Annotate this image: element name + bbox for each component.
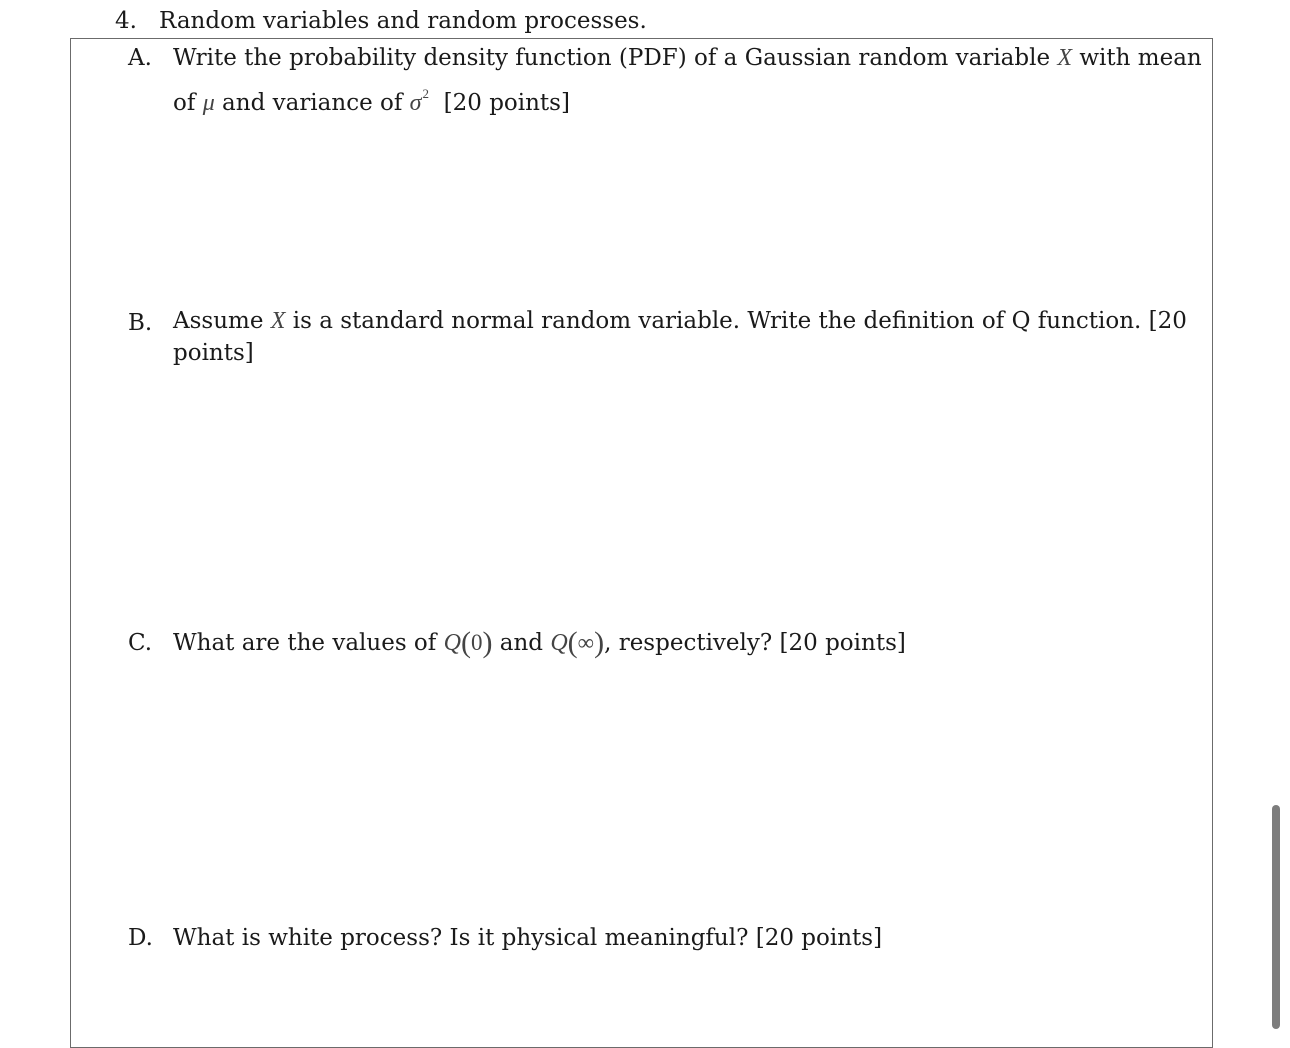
math-exponent: 2 (422, 86, 430, 101)
question-text: What are the values of Q(0) and Q(∞), respectively? [20 points] (173, 626, 906, 659)
question-label: C. (128, 630, 153, 656)
answer-box (70, 38, 1213, 1048)
math-var-sigma: σ (409, 90, 422, 116)
question-b (128, 305, 1208, 369)
question-label: B. (128, 310, 153, 336)
points: [20 points] (755, 925, 883, 951)
points: [20 points] (173, 308, 1187, 366)
math-q-symbol: Q (443, 630, 461, 656)
question-label: A. (128, 45, 152, 71)
question-text: What is white process? Is it physical meaningful? [20 points] (173, 925, 883, 951)
math-arg-zero: 0 (470, 630, 483, 655)
question-d (128, 920, 1208, 956)
math-arg-infinity: ∞ (577, 630, 595, 655)
section-heading (115, 5, 647, 37)
math-var-x: X (270, 308, 286, 334)
vertical-scrollbar[interactable] (1272, 805, 1280, 1029)
question-c (128, 625, 1208, 661)
question-a (128, 40, 1208, 121)
question-text: Assume X is a standard normal random variable. Write the definition of Q function. [20 points] (173, 308, 1187, 366)
points: [20 points] (443, 90, 570, 116)
question-text: Write the probability density function (PDF) of a Gaussian random variable X with mean of μ and variance of $\sigma^2$ [20 points] (173, 45, 1202, 116)
section-title: Random variables and random processes. (159, 8, 647, 34)
math-var-x: X (1057, 45, 1073, 71)
math-q-symbol: Q (550, 630, 568, 656)
section-number: 4. (115, 8, 137, 34)
math-var-mu: μ (202, 90, 215, 116)
points: [20 points] (779, 630, 906, 656)
question-label: D. (128, 925, 153, 951)
